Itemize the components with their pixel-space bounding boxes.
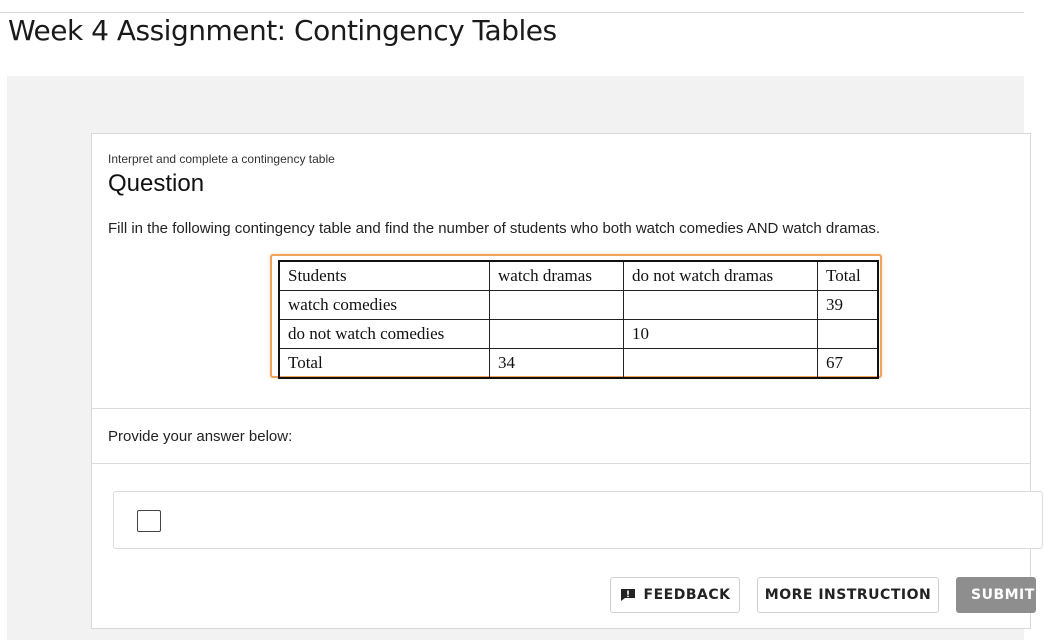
more-instruction-button[interactable] — [757, 577, 939, 613]
table-cell: do not watch comedies — [279, 320, 490, 349]
contingency-table-frame — [270, 254, 882, 378]
feedback-icon — [620, 588, 636, 602]
table-cell — [624, 349, 818, 379]
section-divider — [92, 463, 1030, 464]
table-cell: 39 — [818, 291, 879, 320]
question-heading: Question — [108, 170, 205, 197]
more-instruction-label: MORE INSTRUCTION — [764, 587, 932, 603]
section-divider — [92, 408, 1030, 409]
answer-box — [113, 491, 1043, 549]
table-cell — [490, 291, 624, 320]
table-header-cell: Total — [818, 261, 879, 291]
top-divider — [0, 12, 1024, 13]
table-header-cell: watch dramas — [490, 261, 624, 291]
contingency-table — [278, 260, 879, 379]
submit-button[interactable] — [956, 577, 1036, 613]
table-header-cell: Students — [279, 261, 490, 291]
feedback-button-label: FEEDBACK — [643, 587, 731, 603]
table-header-cell: do not watch dramas — [624, 261, 818, 291]
table-cell: Total — [279, 349, 490, 379]
table-cell: 67 — [818, 349, 879, 379]
page-title: Week 4 Assignment: Contingency Tables — [8, 14, 557, 47]
question-card — [91, 133, 1035, 629]
table-header-row — [279, 261, 878, 291]
answer-input[interactable] — [137, 510, 161, 532]
table-cell: 10 — [624, 320, 818, 349]
table-row — [279, 291, 878, 320]
table-cell: watch comedies — [279, 291, 490, 320]
table-cell — [624, 291, 818, 320]
table-row — [279, 320, 878, 349]
table-cell: 34 — [490, 349, 624, 379]
table-cell — [490, 320, 624, 349]
question-prompt: Fill in the following contingency table and find the number of students who both watch comedies AND watch dramas. — [108, 220, 881, 237]
question-subtitle: Interpret and complete a contingency table — [108, 152, 335, 166]
feedback-button[interactable] — [610, 577, 740, 613]
table-cell — [818, 320, 879, 349]
submit-label: SUBMIT — [971, 587, 1035, 603]
table-row — [279, 349, 878, 379]
answer-label: Provide your answer below: — [108, 428, 293, 445]
